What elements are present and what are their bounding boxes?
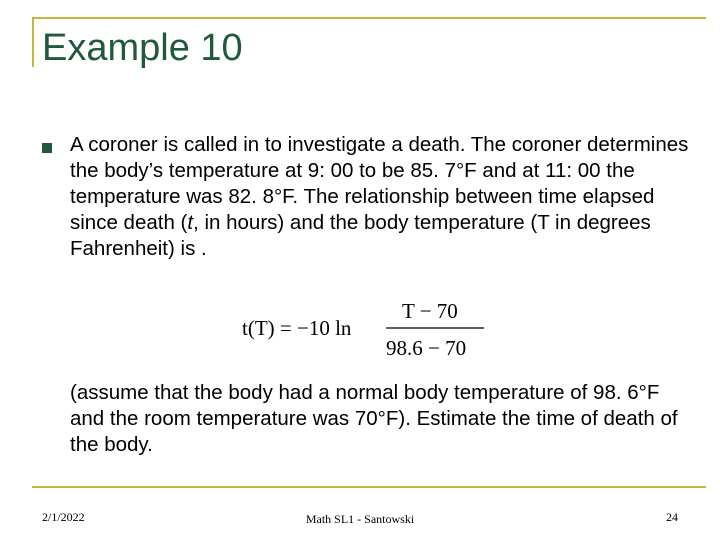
- time-variable: t: [187, 211, 194, 234]
- square-bullet-icon: [42, 143, 52, 153]
- footer-course: Math SL1 - Santowski: [305, 512, 415, 526]
- formula-denominator: 98.6 − 70: [386, 336, 467, 360]
- formula-numerator: T − 70: [402, 299, 458, 323]
- footer-date: 2/1/2022: [42, 510, 85, 524]
- slide-title: Example 10: [42, 27, 243, 69]
- cooling-formula: [238, 294, 498, 364]
- title-frame-left-line: [32, 17, 34, 67]
- footer-page-number: 24: [666, 510, 678, 524]
- formula-lhs: t(T) = −10 ln: [242, 316, 352, 340]
- problem-text-part-1: A coroner is called in to investigate a death. The coroner determines the body’s temperature at 9: 00 to be 85. 7°F and at 11: 00 the temperature was 82. 8°F. The relationship between time elapsed since death (: [70, 133, 689, 234]
- footer-rule: [32, 486, 706, 488]
- problem-paragraph: [70, 132, 690, 262]
- title-frame-top-line: [32, 17, 706, 19]
- assumption-paragraph: (assume that the body had a normal body temperature of 98. 6°F and the room temperature was 70°F). Estimate the time of death of the body.: [70, 381, 678, 456]
- problem-text-part-2: , in hours) and the body temperature (T in degrees Fahrenheit) is .: [70, 211, 651, 260]
